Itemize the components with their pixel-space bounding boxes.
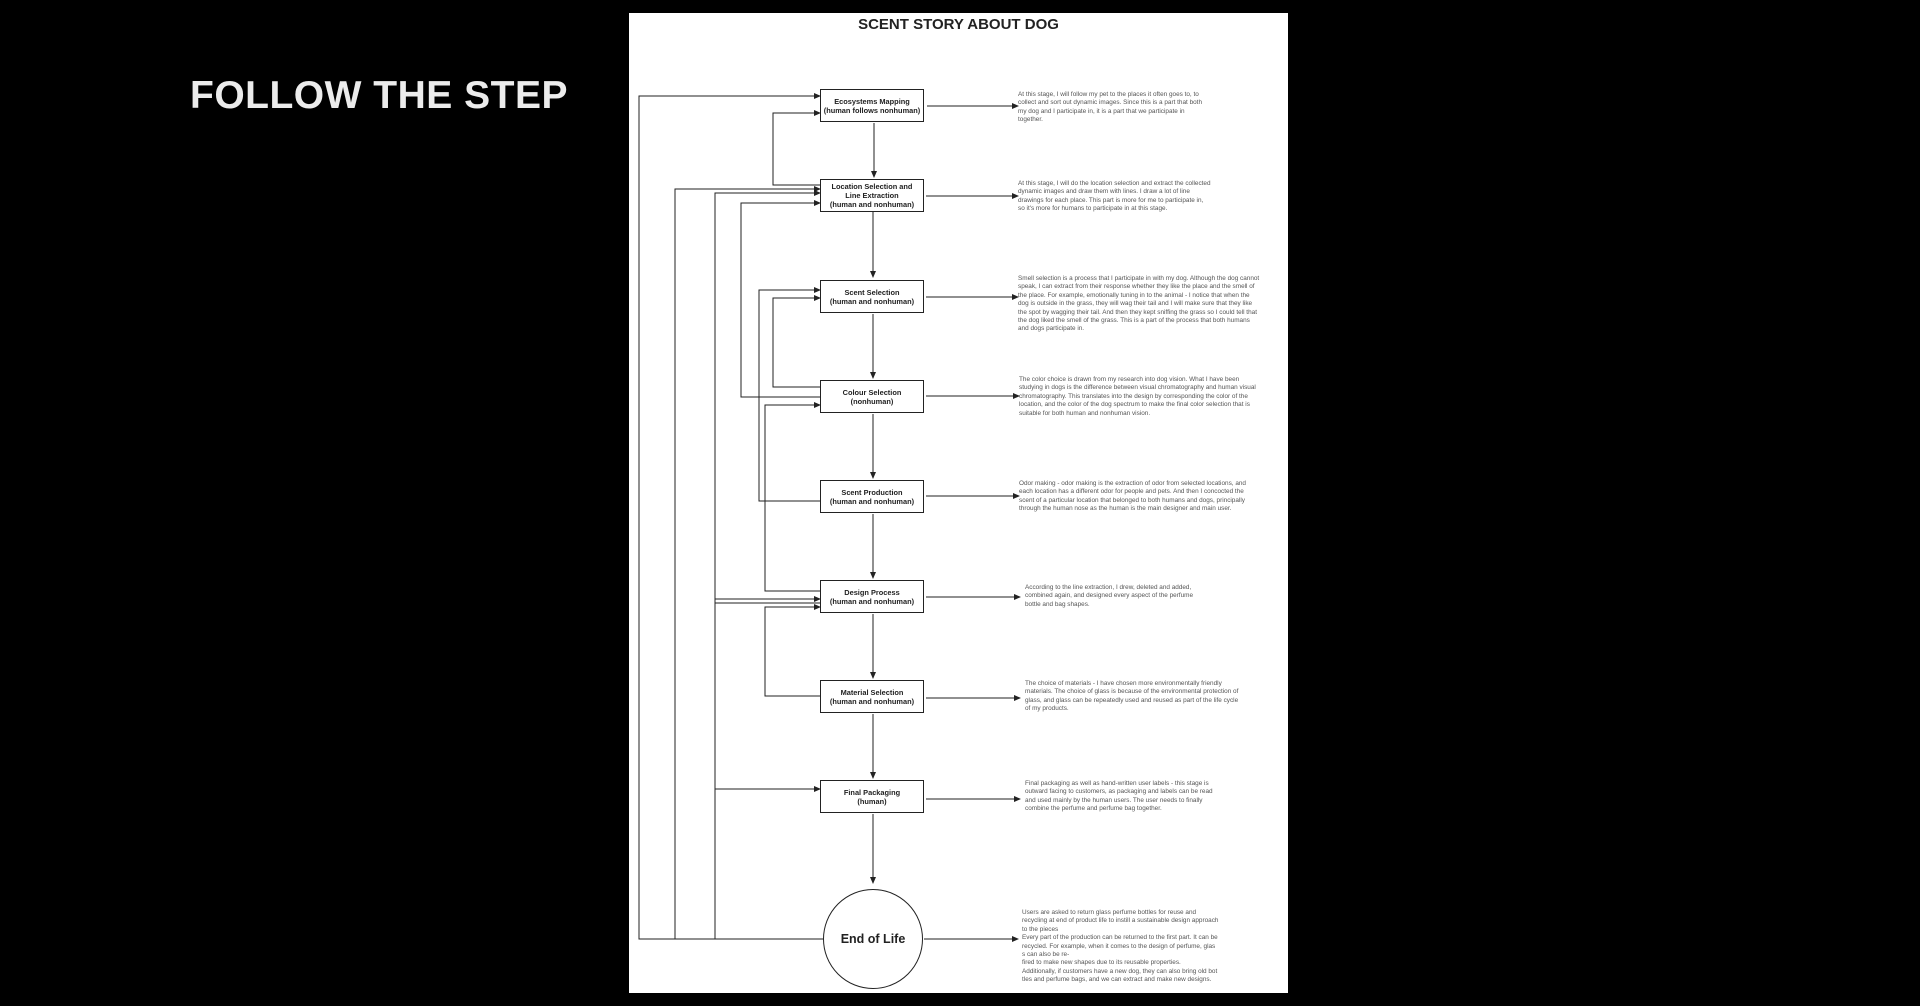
note-design-process: According to the line extraction, I drew, deleted and added, combined again, and designed every aspect of the perfume bottle and bag shapes.: [1025, 584, 1194, 608]
slide-title: FOLLOW THE STEP: [190, 74, 568, 117]
node-end-of-life: End of Life: [823, 889, 923, 989]
note-colour-selection: The color choice is drawn from my research into dog vision. What I have been studying in dogs is the difference between visual chromatography and human visual chromatography. This translates into the design by corresponding the color of the location, and the color of the dog spectrum to make the final color selection that is suitable for both human and nonhuman vision.: [1019, 376, 1256, 417]
loop-end-to-ecosystems: [639, 96, 823, 939]
node-final-packaging: Final Packaging (human): [820, 780, 924, 813]
node-ecosystems-mapping: Ecosystems Mapping (human follows nonhuman): [820, 89, 924, 122]
node-scent-selection: Scent Selection (human and nonhuman): [820, 280, 924, 313]
loop-colour-to-location: [741, 203, 820, 397]
diagram-panel: [629, 13, 1288, 993]
note-end-of-life: Users are asked to return glass perfume bottles for reuse and recycling at end of product life to instill a sustainable design approach to the pieces Every part of the production can be returned to the first part. It can be recycled. For example, when it comes to the design of perfume, glas s can also be re- fired to make new shapes due to its reusable properties. Additionally, if customers have a new dog, they can also bring old bot tles and perfume bags, and we can extract and make new designs.: [1022, 909, 1219, 984]
node-material-selection: Material Selection (human and nonhuman): [820, 680, 924, 713]
loop-production-to-scent: [759, 290, 820, 501]
note-material-selection: The choice of materials - I have chosen more environmentally friendly materials. The choice of glass is because of the environmental protection of glass, and glass can be repeatedly used and reused as part of the life cycle of my products.: [1025, 680, 1239, 713]
loop-location-to-ecosystems: [773, 113, 820, 185]
note-location-selection: At this stage, I will do the location selection and extract the collected dynamic images and draw them with lines. I draw a lot of line drawings for each place. This part is more for me to participate in, so it's more for humans to participate in at this stage.: [1018, 180, 1211, 213]
loop-end-to-location: [675, 189, 823, 939]
node-design-process: Design Process (human and nonhuman): [820, 580, 924, 613]
loop-design-to-colour: [765, 405, 820, 591]
node-colour-selection: Colour Selection (nonhuman): [820, 380, 924, 413]
loop-material-to-design: [765, 607, 820, 696]
note-scent-production: Odor making - odor making is the extraction of odor from selected locations, and each location has a different odor for people and pets. And then I concocted the scent of a particular location that belonged to both humans and dogs, principally through the human nose as the human is the main designer and main user.: [1019, 480, 1246, 513]
loop-end-to-design: [715, 599, 823, 939]
diagram-title: SCENT STORY ABOUT DOG: [858, 16, 1059, 33]
node-scent-production: Scent Production (human and nonhuman): [820, 480, 924, 513]
note-ecosystems-mapping: At this stage, I will follow my pet to the places it often goes to, to collect and sort out dynamic images. Since this is a part that both my dog and I participate in, it is a part that we participate in together.: [1018, 91, 1203, 124]
node-location-selection: Location Selection and Line Extraction (human and nonhuman): [820, 179, 924, 212]
loop-design-to-location: [715, 193, 820, 599]
note-scent-selection: Smell selection is a process that I participate in with my dog. Although the dog cannot speak, I can extract from their response whether they like the place and the smell of the place. For example, emotionally tuning in to the animal - I notice that when the dog is outside in the grass, they will wag their tail and I will make sure that they like the spot by wagging their tail. And then they kept sniffing the grass so I could tell that the dog liked the smell of the grass. This is a part of the process that both humans and dogs participate in.: [1018, 275, 1260, 333]
loop-colour-to-scent: [773, 298, 820, 387]
note-final-packaging: Final packaging as well as hand-written user labels - this stage is outward facing to customers, as packaging and labels can be read and used mainly by the human users. The user needs to finally combine the perfume and perfume bag together.: [1025, 780, 1213, 813]
